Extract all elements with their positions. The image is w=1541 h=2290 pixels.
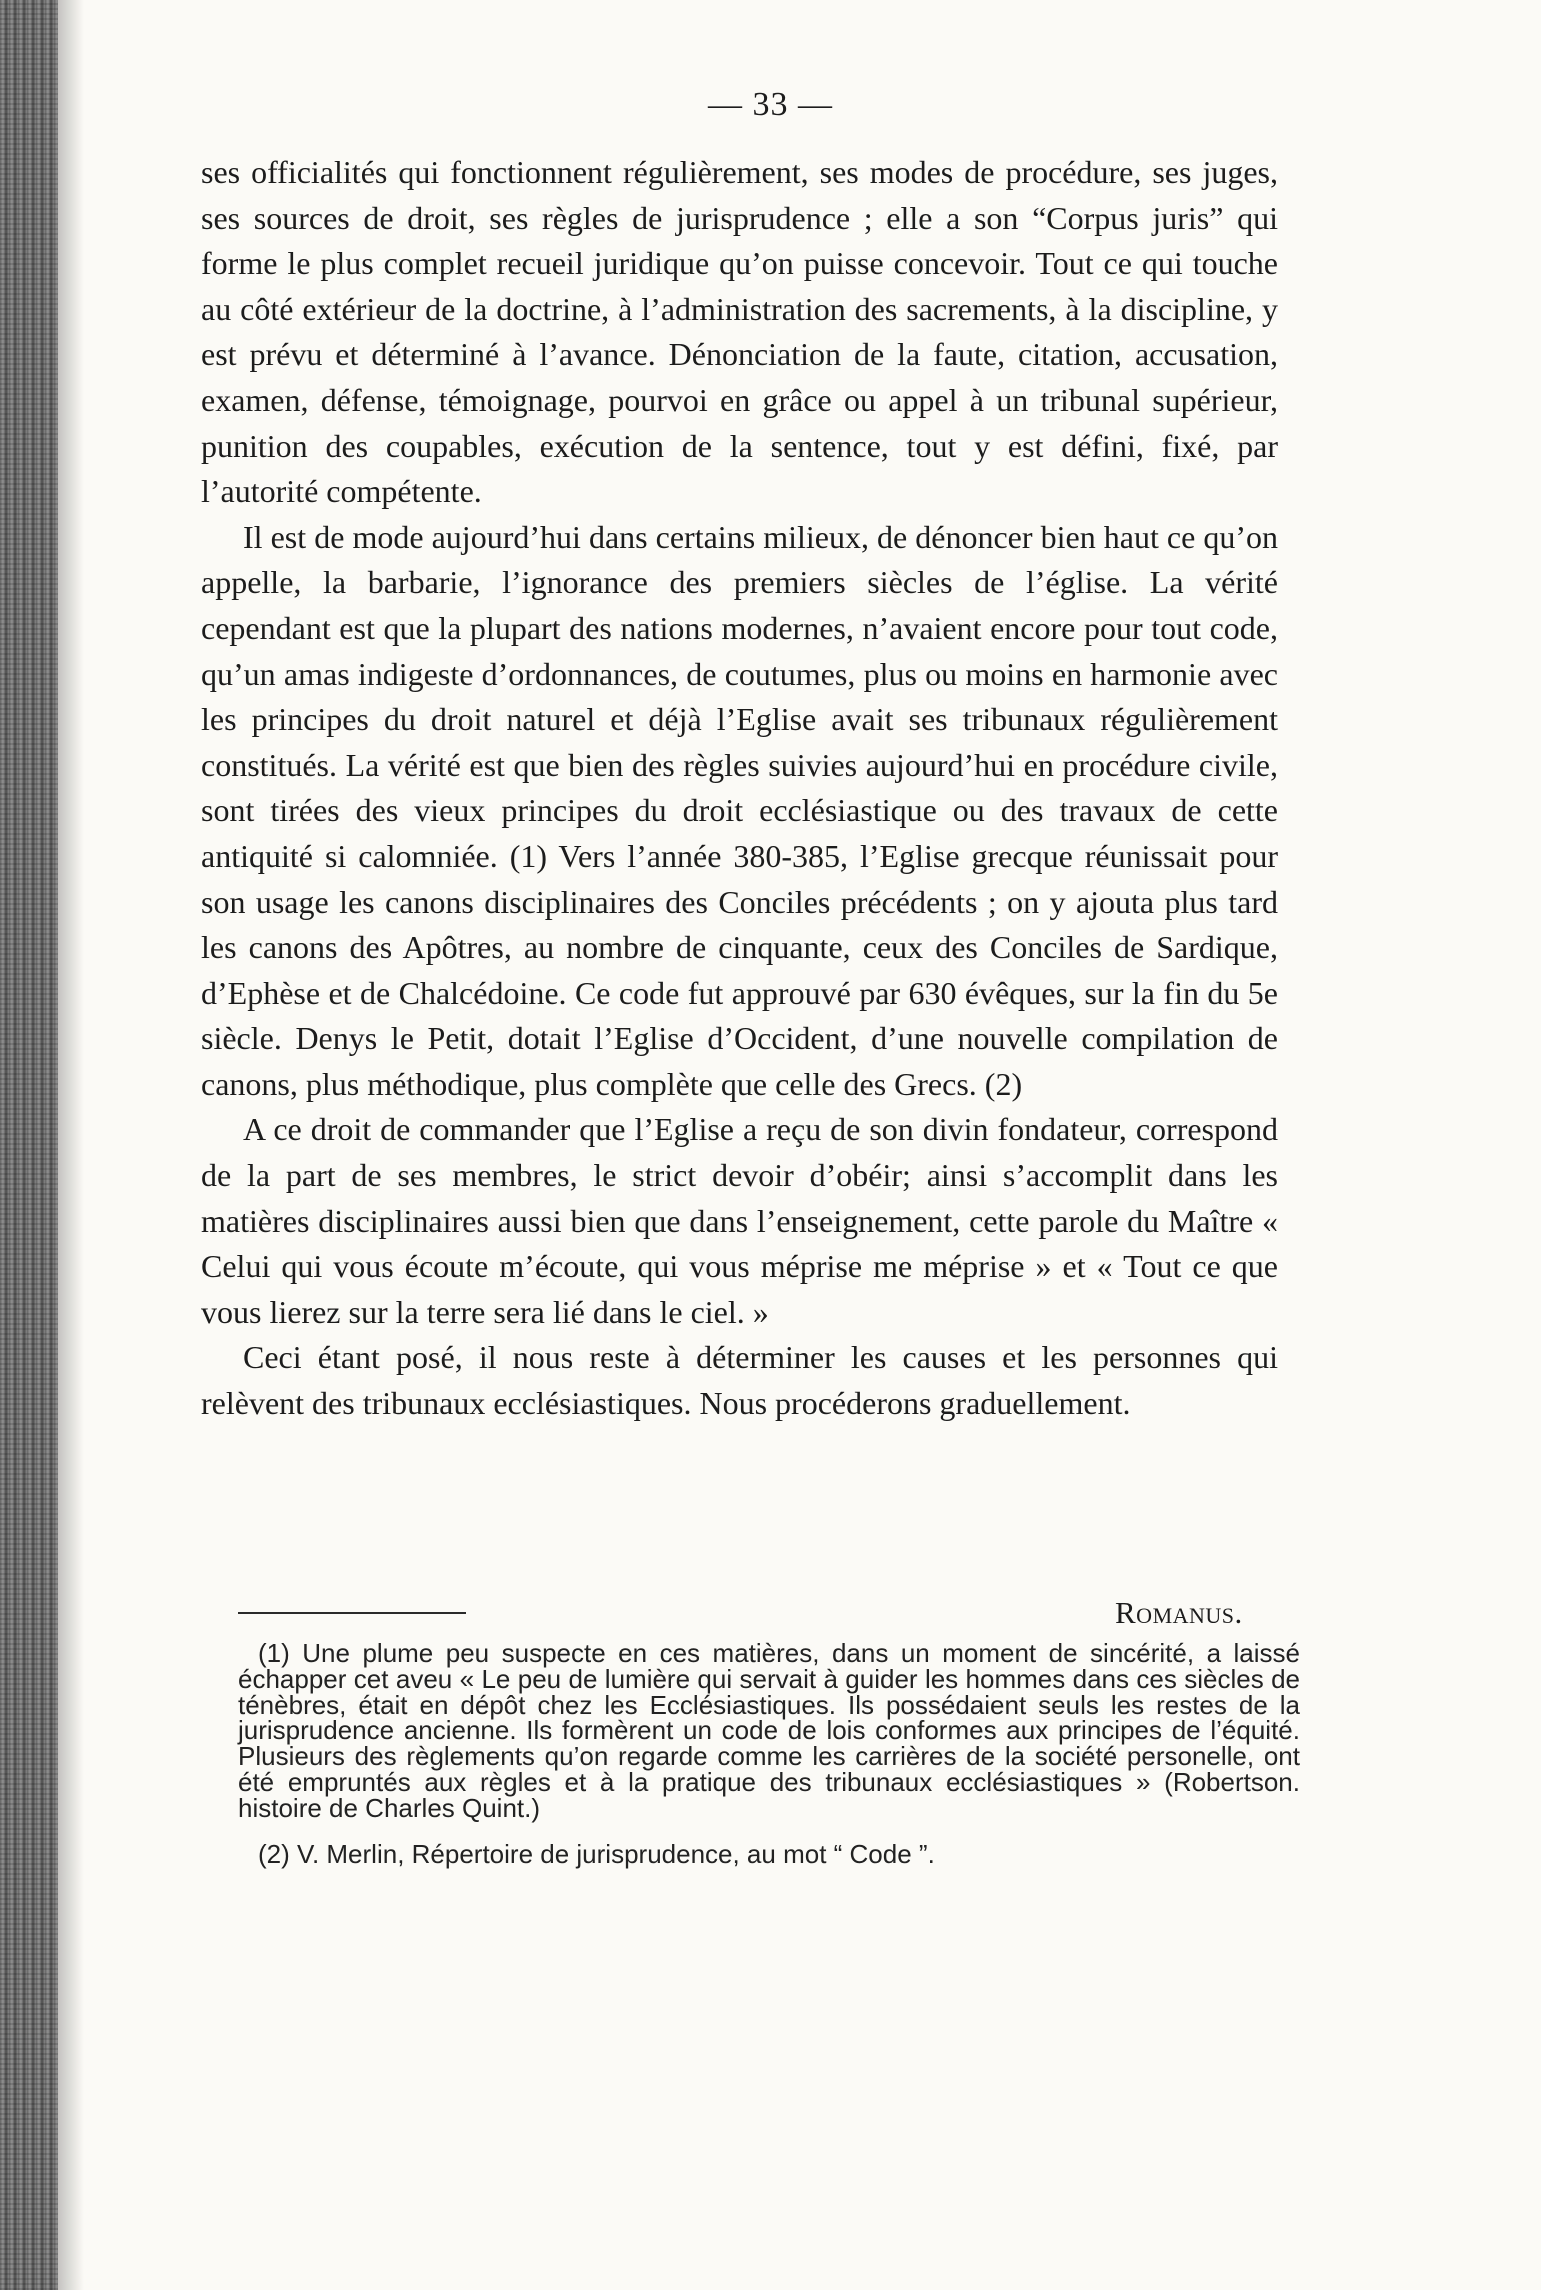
footnote-divider	[238, 1612, 466, 1614]
paragraph-3: A ce droit de commander que l’Eglise a reçu de son divin fondateur, correspond de la part de ses membres, le strict devoir d’obéir; ainsi s’accomplit dans les matières disciplinaires aussi bien que dans l’enseignement, cette parole du Maître « Celui qui vous écoute m’écoute, qui vous méprise me méprise » et « Tout ce que vous lierez sur la terre sera lié dans le ciel. »	[201, 1111, 1278, 1330]
body-text	[201, 150, 1278, 1427]
paragraph-2: Il est de mode aujourd’hui dans certains milieux, de dénoncer bien haut ce qu’on appelle, la barbarie, l’ignorance des premiers siècles de l’église. La vérité cependant est que la plupart des nations modernes, n’avaient encore pour tout code, qu’un amas indigeste d’ordonnances, de coutumes, plus ou moins en harmonie avec les principes du droit naturel et déjà l’Eglise avait ses tribunaux régulièrement constitués. La vérité est que bien des règles suivies aujourd’hui en procédure civile, sont tirées des vieux principes du droit ecclésiastique ou des travaux de cette antiquité si calomniée. (1) Vers l’année 380-385, l’Eglise grecque réunissait pour son usage les canons disciplinaires des Conciles précédents ; on y ajouta plus tard les canons des Apôtres, au nombre de cinquante, ceux des Conciles de Sardique, d’Ephèse et de Chalcédoine. Ce code fut approuvé par 630 évêques, sur la fin du 5e siècle. Denys le Petit, dotait l’Eglise d’Occident, d’une nouvelle compilation de canons, plus méthodique, plus complète que celle des Grecs. (2)	[201, 518, 1278, 1102]
footnote-2: (2) V. Merlin, Répertoire de jurisprudence, au mot “ Code ”.	[258, 1838, 935, 1869]
footnote-1: (1) Une plume peu suspecte en ces matières, dans un moment de sincérité, a laissé échapper cet aveu « Le peu de lumière qui servait à guider les hommes dans ces siècles de ténèbres, était en dépôt chez les Ecclésiastiques. Ils possédaient seuls les restes de la jurisprudence ancienne. Ils formèrent un code de lois conformes aux principes de l’équité. Plusieurs des règlements qu’on regarde comme les carrières de la société personelle, ont été empruntés aux règles et à la pratique des tribunaux ecclésiastiques » (Robertson. histoire de Charles Quint.)	[238, 1638, 1300, 1823]
page-number: — 33 —	[708, 86, 833, 123]
book-binding-edge	[0, 0, 58, 2290]
author-signature: Romanus.	[1115, 1595, 1243, 1630]
footnotes	[238, 1638, 1300, 1869]
paragraph-4: Ceci étant posé, il nous reste à déterminer les causes et les personnes qui relèvent des tribunaux ecclésiastiques. Nous procéderons graduellement.	[201, 1339, 1278, 1422]
paragraph-1: ses officialités qui fonctionnent régulièrement, ses modes de procédure, ses juges, ses sources de droit, ses règles de jurisprudence ; elle a son “Corpus juris” qui forme le plus complet recueil juridique qu’on puisse concevoir. Tout ce qui touche au côté extérieur de la doctrine, à l’administration des sacrements, à la discipline, y est prévu et déterminé à l’avance. Dénonciation de la faute, citation, accusation, examen, défense, témoignage, pourvoi en grâce ou appel à un tribunal supérieur, punition des coupables, exécution de la sentence, tout y est défini, fixé, par l’autorité compétente.	[201, 154, 1278, 510]
binding-shadow	[58, 0, 84, 2290]
